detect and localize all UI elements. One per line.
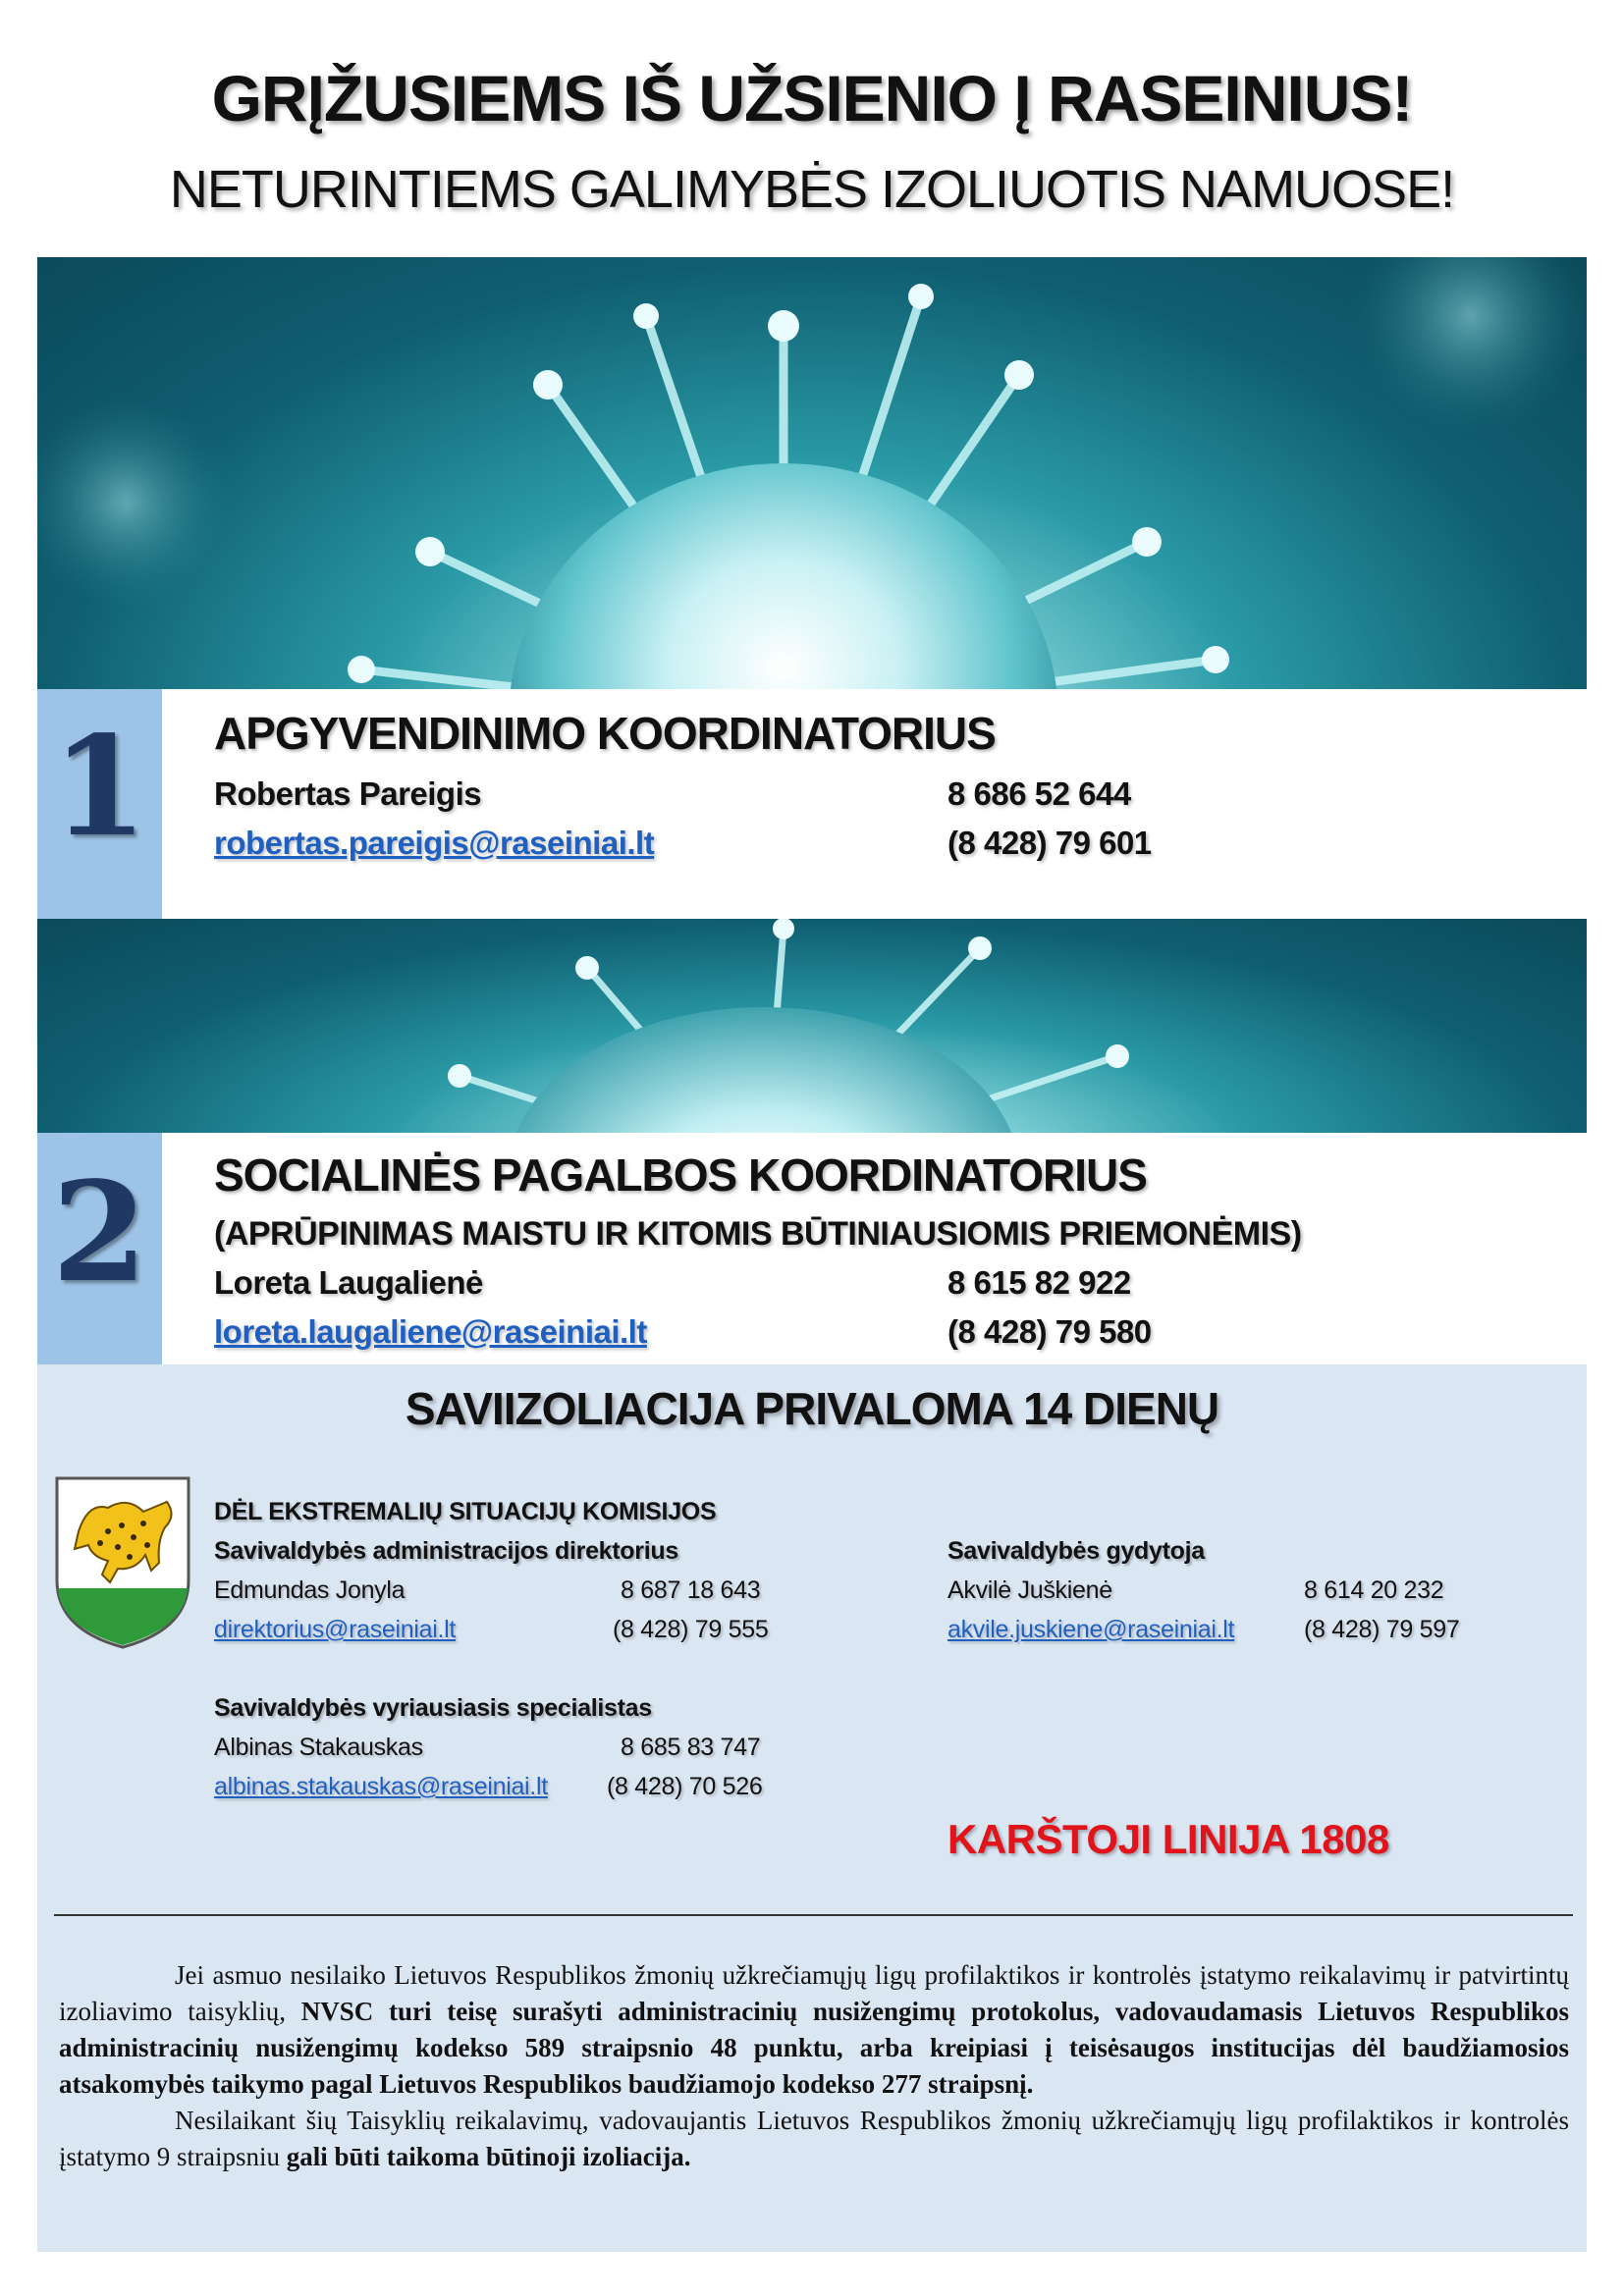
section-1-phone: 8 686 52 644 xyxy=(947,775,1131,812)
section-1-panel xyxy=(162,689,1587,919)
section-1-badge xyxy=(37,689,162,919)
isolation-title: SAVIIZOLIACIJA PRIVALOMA 14 DIENŲ xyxy=(405,1383,1219,1434)
legal-p1-bold: NVSC turi teisę surašyti administracinių nusižengimų protokolus, vadovaudamasis Lietuvos Respublikos administracinių nusižengimų kodekso 589 straipsnio 48 punktu, arba kreipiasi į teisėsaugos institucijas dėl baudžiamosios atsakomybės taikymo pagal Lietuvos Respublikos baudžiamojo kodekso 277 straipsnį. xyxy=(59,1997,1569,2099)
section-2-name: Loreta Laugalienė xyxy=(214,1264,483,1301)
legal-paragraph-1 xyxy=(59,1957,1569,2103)
hotline: KARŠTOJI LINIJA 1808 xyxy=(947,1816,1389,1862)
director-landline: (8 428) 79 555 xyxy=(613,1616,769,1643)
section-1-landline: (8 428) 79 601 xyxy=(947,825,1152,861)
doctor-landline: (8 428) 79 597 xyxy=(1304,1616,1460,1643)
doctor-role: Savivaldybės gydytoja xyxy=(947,1537,1205,1565)
section-2-panel xyxy=(162,1133,1587,1364)
section-2-heading: SOCIALINĖS PAGALBOS KOORDINATORIUS xyxy=(214,1149,1147,1201)
specialist-email-link[interactable]: albinas.stakauskas@raseiniai.lt xyxy=(214,1773,548,1800)
section-1-number: 1 xyxy=(51,707,148,868)
section-2-subheading: (APRŪPINIMAS MAISTU IR KITOMIS BŪTINIAUSIOMIS PRIEMONĖMIS) xyxy=(214,1215,1302,1253)
virus-illustration-small xyxy=(37,919,1587,1133)
section-2-landline: (8 428) 79 580 xyxy=(947,1313,1152,1350)
virus-banner-top xyxy=(37,257,1587,689)
virus-illustration xyxy=(37,257,1587,689)
section-1-name: Robertas Pareigis xyxy=(214,775,482,812)
legal-paragraph-2 xyxy=(59,2103,1569,2175)
specialist-role: Savivaldybės vyriausiasis specialistas xyxy=(214,1694,652,1722)
section-2-badge xyxy=(37,1133,162,1364)
doctor-name: Akvilė Juškienė xyxy=(947,1576,1112,1604)
doctor-phone: 8 614 20 232 xyxy=(1304,1576,1444,1604)
doctor-email-link[interactable]: akvile.juskiene@raseiniai.lt xyxy=(947,1616,1235,1643)
legal-p2-bold: gali būti taikoma būtinoji izoliacija. xyxy=(286,2142,691,2171)
virus-banner-middle xyxy=(37,919,1587,1133)
legal-p1-text: Jei asmuo nesilaiko Lietuvos Respublikos žmonių užkrečiamųjų ligų profilaktikos ir kontrolės įstatymo reikalavimų ir patvirtintų izoliavimo taisyklių, xyxy=(59,1960,1569,2026)
divider xyxy=(54,1914,1573,1916)
director-role: Savivaldybės administracijos direktorius xyxy=(214,1537,678,1565)
specialist-landline: (8 428) 70 526 xyxy=(607,1773,763,1800)
section-1-email-link[interactable]: robertas.pareigis@raseiniai.lt xyxy=(214,825,655,861)
page-title: GRĮŽUSIEMS IŠ UŽSIENIO Į RASEINIUS! xyxy=(211,62,1413,134)
director-email-link[interactable]: direktorius@raseiniai.lt xyxy=(214,1616,457,1643)
lynx-shield-icon xyxy=(49,1472,196,1651)
commission-heading: DĖL EKSTREMALIŲ SITUACIJŲ KOMISIJOS xyxy=(214,1498,717,1525)
director-phone: 8 687 18 643 xyxy=(621,1576,761,1604)
section-2-phone: 8 615 82 922 xyxy=(947,1264,1131,1301)
specialist-phone: 8 685 83 747 xyxy=(621,1734,761,1761)
specialist-name: Albinas Stakauskas xyxy=(214,1734,423,1761)
section-1-heading: APGYVENDINIMO KOORDINATORIUS xyxy=(214,708,996,759)
section-2-email-link[interactable]: loreta.laugaliene@raseiniai.lt xyxy=(214,1313,647,1350)
page-subtitle: NETURINTIEMS GALIMYBĖS IZOLIUOTIS NAMUOSE! xyxy=(169,160,1455,219)
section-2-number: 2 xyxy=(51,1152,148,1313)
coat-of-arms xyxy=(49,1472,196,1651)
legal-text xyxy=(59,1957,1569,2175)
legal-p2-text: Nesilaikant šių Taisyklių reikalavimų, vadovaujantis Lietuvos Respublikos žmonių užkrečiamųjų ligų profilaktikos ir kontrolės įstatymo 9 straipsniu xyxy=(59,2106,1569,2171)
director-name: Edmundas Jonyla xyxy=(214,1576,406,1604)
